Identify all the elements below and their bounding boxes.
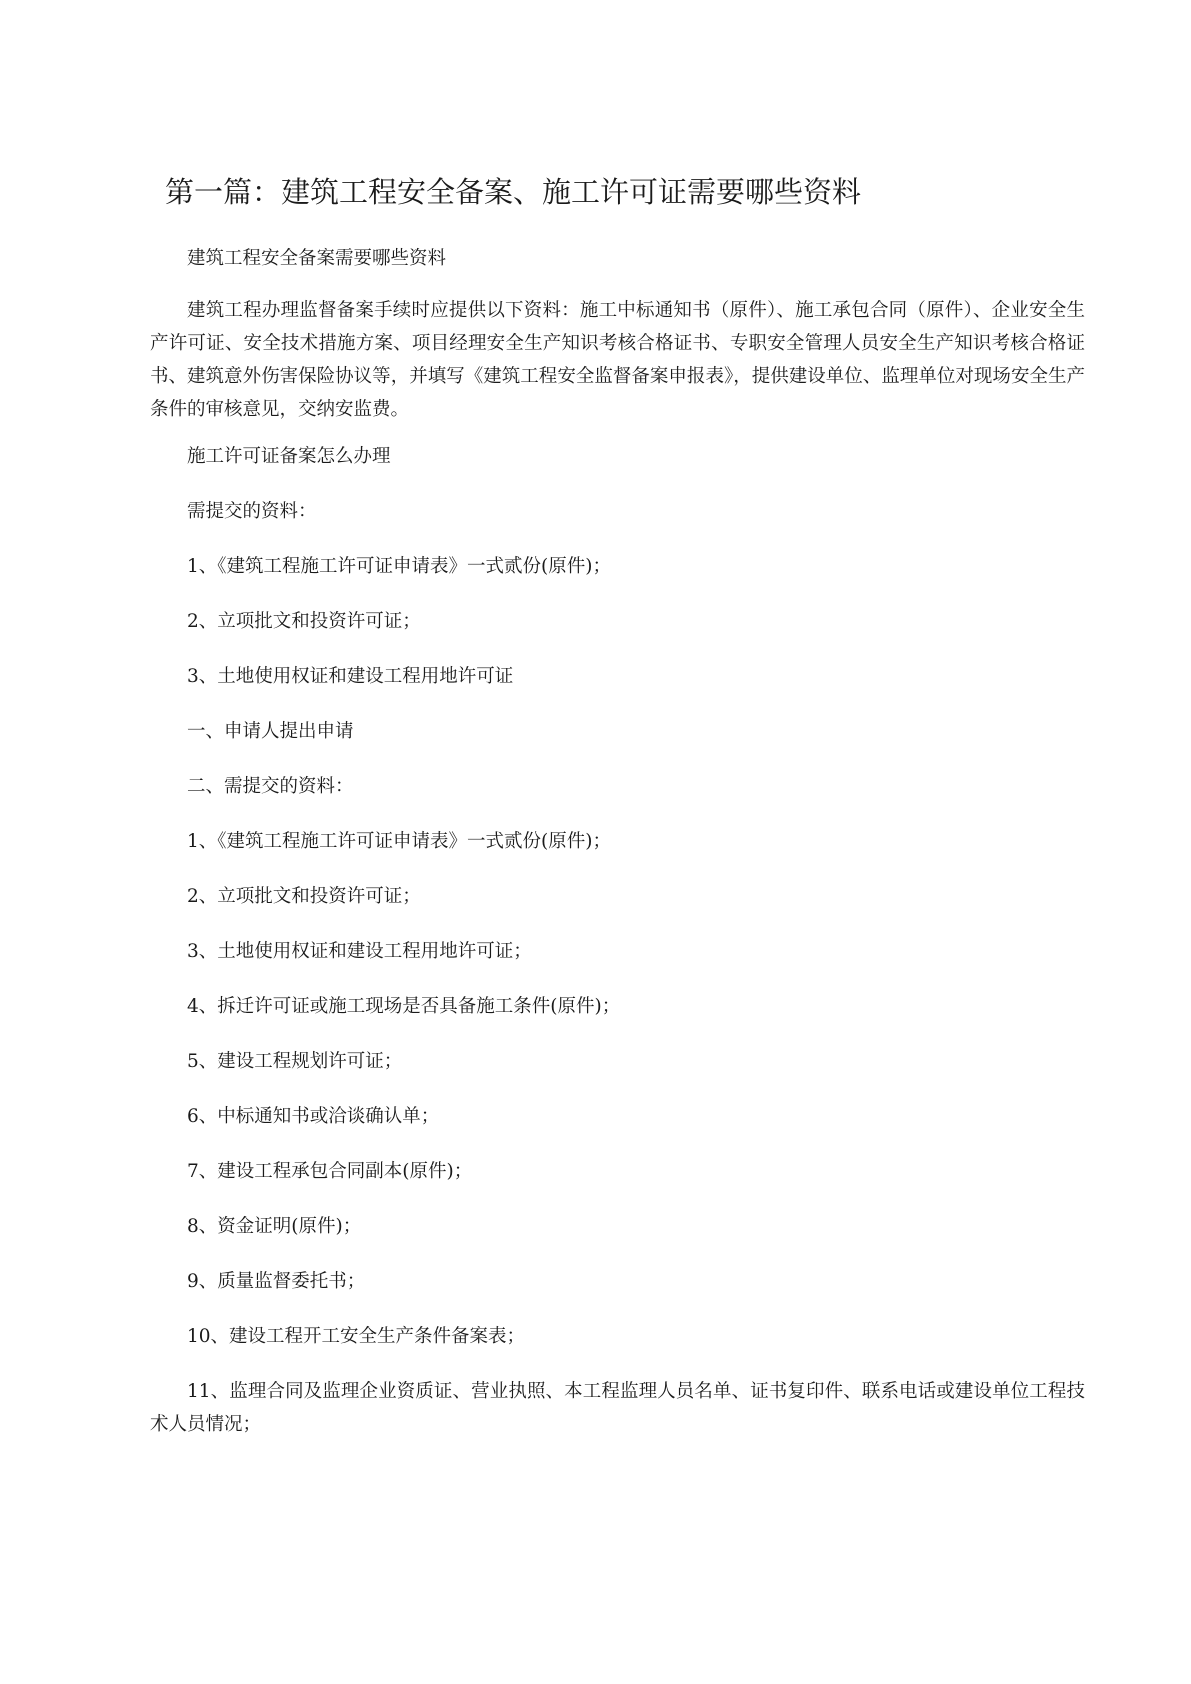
list-item: 3、土地使用权证和建设工程用地许可证； <box>187 941 532 962</box>
list-item: 1、《建筑工程施工许可证申请表》一式贰份(原件)； <box>187 831 611 852</box>
list-item: 9、质量监督委托书； <box>187 1271 366 1292</box>
list-item: 一、申请人提出申请 <box>187 721 354 742</box>
list-item: 10、建设工程开工安全生产条件备案表； <box>187 1326 526 1347</box>
list-item: 6、中标通知书或洽谈确认单； <box>187 1106 440 1127</box>
list-item: 2、立项批文和投资许可证； <box>187 886 421 907</box>
list-item: 5、建设工程规划许可证； <box>187 1051 403 1072</box>
list-item: 4、拆迁许可证或施工现场是否具备施工条件(原件)； <box>187 996 621 1017</box>
paragraph-body: 建筑工程办理监督备案手续时应提供以下资料：施工中标通知书（原件）、施工承包合同（原件）、企业安全生产许可证、安全技术措施方案、项目经理安全生产知识考核合格证书、专职安全管理人员安全生产知识考核合格证书、建筑意外伤害保险协议等，并填写《建筑工程安全监督备案申报表》，提供建设单位、监理单位对现场安全生产条件的审核意见，交纳安监费。 <box>150 300 1085 420</box>
list-item: 8、资金证明(原件)； <box>187 1216 362 1237</box>
paragraph-section-heading: 建筑工程安全备案需要哪些资料 <box>187 248 447 269</box>
document-title: 第一篇：建筑工程安全备案、施工许可证需要哪些资料 <box>165 175 862 209</box>
list-item: 11、监理合同及监理企业资质证、营业执照、本工程监理人员名单、证书复印件、联系电话或建设单位工程技术人员情况； <box>150 1381 1085 1435</box>
list-item: 二、需提交的资料： <box>187 776 354 797</box>
list-item: 3、土地使用权证和建设工程用地许可证 <box>187 666 514 687</box>
paragraph-label: 需提交的资料： <box>187 501 317 522</box>
list-item: 1、《建筑工程施工许可证申请表》一式贰份(原件)； <box>187 556 611 577</box>
list-item: 2、立项批文和投资许可证； <box>187 611 421 632</box>
paragraph-section-heading: 施工许可证备案怎么办理 <box>187 446 391 467</box>
list-item: 7、建设工程承包合同副本(原件)； <box>187 1161 473 1182</box>
